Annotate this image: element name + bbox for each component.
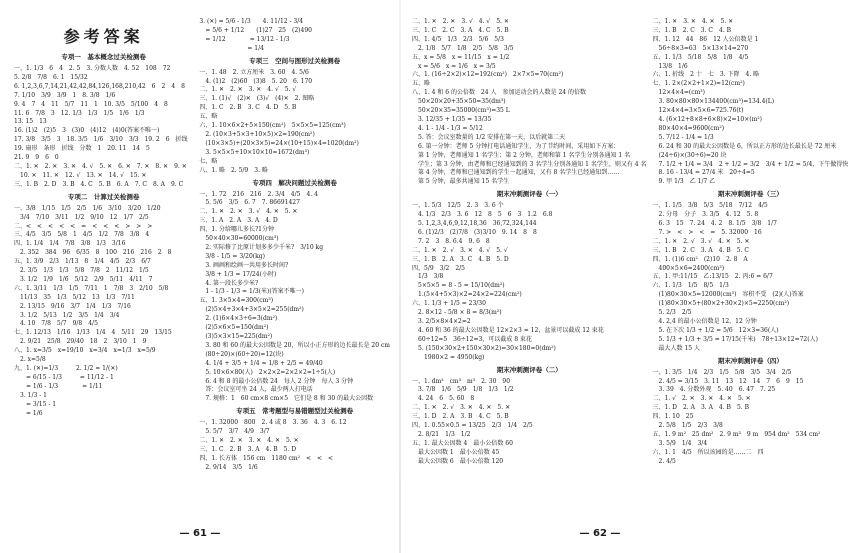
answer-line: 一、1. 48 2. 立方厘米 3. 60 4. 5/6 (199, 68, 309, 76)
answer-line: 六、1. 折线 2 十 七 3. 下降 4. 略 (652, 71, 760, 79)
answer-line: 2. 4/5 = 3/15 3. 11 13 12 14 7 6 9 15 (652, 377, 804, 385)
answer-line: 6. 1,2,3,6,7,14,21,42,42,84,126,168,210,42 6 2 4 8 (14, 82, 185, 90)
answer-line: 二、1. ✕ 2. √ 3. ✕ 4. √ 5. √ (412, 246, 508, 254)
answer-line: = 1/12 = 13/12 - 1/3 (199, 35, 290, 43)
answer-line: 5. (150×30×2+150×30×2)=30×180=0(dm²) (412, 344, 556, 352)
answer-line: 第 5 分钟，最多共通知 15 名学生 (412, 178, 510, 186)
answer-line: 二、1. ✕ 2. ✕ 3. √ 4. ✕ 5. ✕ (199, 208, 298, 216)
right-column-1 (412, 18, 647, 553)
answer-line: 2. 实际修了比原计划多多少千米? 3/10 kg (199, 243, 324, 251)
answer-line: 5. 2/3 2/5 (652, 309, 692, 317)
answer-line: 5. 2/8 7/8 6. 1 15/32 (14, 73, 88, 81)
answer-line: 2. 4/5 (652, 457, 676, 465)
answer-line: 五、1. 9 m² 25 dm² 2. 9 m³ 9 m 954 dm² 534 cm² (652, 430, 821, 438)
answer-line: 6. 3 15 7. 24 4. 2 8. 1/5 3/8 1/7 (652, 220, 777, 228)
answer-line: 二、1. ✕ 2. ✕ 3. ✕ 4. ✕ 5. ✕ (199, 437, 299, 445)
answer-line: 2. (10×3+5×3+10×5)×2=190(cm²) (199, 130, 315, 138)
answer-line: 四、1. 1/4 1/4 7/8 3/8 1/3 3/16 (14, 240, 126, 248)
answer-line: 3. 12/35 + 1/35 = 13/35 (412, 115, 492, 123)
answer-line: 最大公因数 6 最小公倍数 120 (412, 457, 504, 465)
answer-line: 1980×2 = 4950(kg) (412, 353, 485, 361)
answer-line: 一、1. 1/5 3/8 5/3 5/18 7/12 4/5 (652, 202, 768, 210)
answer-line: 6. 第一分钟：老师 5 分钟打电话通知学生，为了节约时间，采用如下方案： (412, 142, 620, 150)
answer-line: 一、3/8 1/15 1/5 2/5 1/6 3/10 3/20 1/20 (14, 204, 161, 212)
answer-line: 2. 8/21 1/3 1/2 (412, 430, 471, 438)
answer-line: 5. 1/3 + 1/3 + 3/5 = 17/15(千米) 78÷13×12=72(人) (652, 335, 818, 343)
answer-line: 二、1. ✕ 3. ✕ 4. ✕ 5. ✕ (652, 18, 734, 25)
answer-line: 六、1. 10×6×2+5×150(cm²) 5×5×5=125(cm³) (199, 122, 346, 130)
answer-line: 3. 80×80×80×134400(cm³)=134.4(L) (652, 98, 775, 106)
answer-line: 60÷12=5 36÷12=3，可以截成 8 束花 (412, 335, 532, 343)
answer-line: 最大人数 15 人 (652, 344, 700, 352)
answer-line: 3. 画画和绘画一共用多长时间? (199, 261, 289, 269)
answer-line: 3/8 + 1/3 = 17/24(小时) (199, 270, 277, 278)
answer-line: 三、1. A 2. A 3. A 4. D (199, 217, 278, 225)
answer-line: 3. 1/2 1/9 1/6 5/12 2/9 5/11 4/11 7 (14, 275, 153, 283)
answer-line: 八、1. 略 2. 5/9 3. 略 (199, 166, 268, 174)
answer-line: 三、1. C 2. C 3. A 4. C 5. B (412, 26, 509, 34)
answer-line: 11. 6 7/8 3 12. 1/3 1/3 1/5 1/6 1/3 (14, 109, 145, 117)
answer-line: 2. 分母 分子 3. 3/5 4. 12 5. 8 (652, 211, 759, 219)
answer-line: 二、1. ✕ 2. ✕ 3. √ 4. √ 5. ✕ (412, 18, 509, 25)
answer-line: = 6/15 - 1/3 = 11/12 - 1 (14, 373, 114, 381)
answer-line: = 1/6 (14, 409, 43, 417)
answer-line: 2. 13/15 9/16 3/7 1/4 1/3 7/16 (14, 302, 131, 310)
answer-line: 学生；第 3 分钟，由老师和已经通知到的 3 名学生分别各通知 1 名学生，则又有 4 名 (412, 160, 647, 168)
answer-line: 三、1. D 2. A 3. B 4. C 5. B (412, 413, 509, 421)
answer-line: 5. 7/12 - 1/4 = 1/3 (652, 133, 714, 141)
answer-line: 7. 规格：1 60 cm×8 cm×5 它们是 8 和 30 的最大公因数 (199, 395, 374, 403)
page-title: 参考答案 (63, 27, 144, 46)
answer-line: 答：会议室可坐 24 人，最少两人打电话 (199, 386, 313, 394)
answer-line: 一、1. 72 216 216 2. 3/4 4/5 4. 4 (199, 190, 318, 198)
answer-line: 3. 2/5×8×4×2=2 (412, 318, 471, 325)
answer-line: 四、1. C 2. B 3. C 4. D 5. B (199, 104, 297, 112)
answer-line: 13/8 1/6 (652, 62, 688, 70)
answer-line: 2. 352 384 96 6/35 8 100 216 216 2 8 (14, 249, 172, 257)
answer-line: 9. 甲 1/3 乙 1/7 乙 (652, 178, 716, 186)
answer-line: 4. 第一段长多少米? (199, 279, 259, 287)
answer-line: 五、1. 3×5×4=300(cm³) (199, 297, 274, 305)
answer-line: 4. 24 6 5. 60 8 (412, 395, 475, 403)
answer-line: = 3/15 - 1 (14, 400, 57, 408)
answer-line: 四、1. 0.55×0.5 = 13/25 2/3 1/4 2/5 (412, 422, 533, 430)
answer-line: 5. 在下次 1/3 + 1/2 = 5/6 12×3=36(人) (652, 326, 779, 334)
answer-line: 五、1. 1/3 5/18 5/8 1/8 4/5 (652, 53, 749, 61)
answer-line: 2. x=5/8 (14, 356, 46, 364)
left-column-2 (199, 18, 390, 553)
answer-line: 5. 10×6×80(人) 2×2×2=2×2×2=1÷5(人) (199, 368, 336, 376)
answer-line: 三、4/5 3/5 5/8 1 4/5 1/2 7/8 3/8 4 (14, 231, 150, 239)
answer-line: 最大公因数 1 最小公倍数 45 (412, 448, 500, 456)
answer-line: 80×40×4=9600(cm²) (652, 124, 725, 132)
answer-line: 五、1. 3/9 2/3 1/13 8 1/4 4/5 2/3 6/7 (14, 258, 151, 266)
answer-line: 二、1. ✕ 2. √ 3. ✕ 4. ✕ 5. ✕ (412, 404, 511, 412)
answer-line: 2. 1/8 5/7 1/8 2/5 5/8 3/5 (412, 44, 514, 52)
answer-line: 400×5×6=2400(cm³) (652, 264, 725, 272)
answer-line: 二、1. √ 2. ✕ 3. ✕ 4. ✕ 5. ✕ (652, 395, 751, 403)
left-page (0, 0, 400, 553)
answer-line: (24÷6)×(30÷6)=20 块 (652, 151, 727, 159)
answer-line: 七、1. 12/13 1/16 1/13 1/4 4 5/11 29 13/15 (14, 329, 172, 337)
answer-line: 2. 8×12 - 5/8 × 8 = 8/3(m²) (412, 309, 502, 317)
answer-line: 2. (1)6×4×3÷6=3(dm²) (199, 315, 278, 323)
answer-line: 19. 扇形 条形 折线 分数 1 20. 11 14 5 (14, 145, 150, 153)
answer-line: 二、1. ✕ 2. ✕ 3. ✕ 4. √ 5. ✕ 6. ✕ 7. ✕ 8. ✕ 9. ✕ (14, 162, 187, 170)
answer-line: = 1/4 (199, 44, 264, 52)
answer-line: 三、1. B 2. A 3. C 4. B 5. D (412, 255, 509, 263)
answer-line: 七、1. 2×(2×2+1×2)=12(cm²) (652, 80, 745, 88)
section-heading: 期末冲刺测评卷（二） (496, 365, 562, 374)
answer-line: 2. 3/5 1/3 1/3 5/8 7/8 2 11/12 1/5 (14, 267, 149, 275)
answer-line: 2. 9/21 25/8 29/40 18 2 3/10 1 9 (14, 338, 147, 346)
right-page (400, 0, 848, 553)
answer-line: 第 4 分钟，老师和已通知到的学生一起通知，又有 8 名学生已经通知到…… (412, 169, 620, 177)
answer-line: 四、1. 10 25 (652, 413, 694, 421)
answer-line: 五、略 (199, 113, 218, 121)
answer-line: 六、1. 3/11 1/3 1/5 7/11 1 7/8 3 2/10 5/8 (14, 284, 169, 292)
answer-line: 2. 9/14 3/5 1/6 (199, 463, 258, 471)
section-heading: 专项一 基本概念过关检测卷 (61, 53, 146, 61)
answer-line: (3)5×3×15=225(dm²) (199, 333, 273, 340)
answer-line: 3. 5/9 1/4 3/4 (652, 439, 708, 447)
answer-line: 3. 1/2 5/13 1/2 3/5 1/4 3/4 (14, 311, 120, 319)
answer-line: 3/4 7/10 3/11 1/2 9/10 12 1/7 2/5 (14, 213, 149, 221)
answer-line: 四、1. 4/5 1/3 2/3 5/6 5/3 (412, 35, 504, 43)
answer-line: 九、1. (✕)=1/3 2. 1/2 = 1/(✕) (14, 365, 118, 372)
left-column-1 (14, 18, 193, 553)
answer-line: 56÷8×3=63 5×13×14=270 (652, 44, 749, 52)
answer-line: 一、1. 3/5 1/4 2/3 1/5 5/8 3/5 3/4 2/5 (652, 368, 792, 376)
answer-line: 6. 24 和 30 的最大公因数是 6，所以正方形的边长最长是 72 厘米 (652, 142, 837, 150)
answer-line: 五、1. 甲:11/15 乙:13/15 2. 丙:6 = 6/7 (652, 273, 773, 281)
answer-line: 一、1. 5/3 12/5 2. 3 3. 6 个 (412, 202, 504, 210)
answer-line: 6. 4 和 8 的最小公倍数 24 每人 2 分钟 每人 3 分钟 (199, 377, 354, 385)
answer-line: 4. 1 - 1/4 - 1/3 = 5/12 (412, 124, 483, 132)
answer-line: 50×20×35=35000(cm³)=35 L (412, 107, 510, 115)
answer-line: 3/8 - 1/5 = 3/20(kg) (199, 252, 265, 260)
page-number-right: — 62 — (579, 528, 621, 539)
answer-line: 4. (6×12+8×8+6×8)×2=10×(m²) (652, 115, 763, 123)
answer-line: 3. 7/8 1/6 5/9 1/8 1/3 1/2 (412, 386, 514, 394)
section-heading: 期末冲刺测评卷（一） (496, 190, 562, 199)
answer-line: = 5/6 + 1/12 (1)27 25 (2)490 (199, 26, 312, 34)
answer-line: 5. 1,2,3,4,6,9,12,18,36 36,72,324,144 (412, 220, 537, 228)
answer-line: 三、1. B 2. C 3. A 4. B 5. C (652, 246, 750, 254)
answer-line: (1)80×30×5=12000(cm³) 容积不受 (2)(人)答案 (652, 291, 804, 299)
answer-line: 一、1. dm³ cm³ m³ 2. 30 90 (412, 377, 511, 385)
answer-line: 4. (1)2 (2)60 (3)8 5. 20 6. 170 (199, 77, 313, 85)
section-heading: 专项四 解决问题过关检测卷 (252, 178, 337, 187)
answer-line: (10×3×5)+(20×3×5)=24×(10+15)×4=1020(dm²) (199, 139, 359, 147)
answer-line: (2)5×4+3×4+3×5×2=255(dm²) (199, 306, 304, 314)
answer-line: 7. 1/10 3/9 3/9 1 8. 3/8 1/6 (14, 91, 116, 99)
answer-line: 四、1. 12 44 86 12 人公倍数是 1 (652, 35, 759, 43)
answer-line: 1.(5×4+5×3)×2=24×2=224(cm²) (412, 291, 522, 299)
answer-line: 四、1. (1)6 cm² (2)10 2. 8 A (652, 255, 748, 263)
answer-line: 50×20×20+35×50=35(dm³) (412, 98, 506, 106)
answer-line: 三、1. (1)√ (2)✕ (3)√ (4)✕ 2. 图略 (199, 95, 315, 103)
answer-line: 二、< < < < < = < < < > > > (14, 222, 153, 230)
answer-line: 9. 4 7 4 11 5/7 11 1 10. 3/5 5/100 4 8 (14, 100, 168, 108)
answer-line: 二、1. ✕ 2. √ 3. √ 4. ✕ 5. ✕ (652, 237, 750, 245)
answer-line: 八、1. 4 和 6 的公倍数 24 人 参加运动会的人数是 24 的倍数 (412, 89, 586, 97)
answer-line: = 1/6 - 1/3 = 1/11 (14, 382, 103, 390)
answer-line: 5. 5/6 3/5 6. 7 7. 86691427 (199, 199, 300, 207)
answer-line: 三、1. B 2. C 3. C 4. B (652, 26, 732, 34)
answer-line: x = 5/6 x = 1/6 x = 3/5 (412, 62, 496, 70)
answer-line: 六、1. 1 4/5 所以该园的是……二 四 (652, 448, 764, 456)
answer-line: 一、1. 32000 800 2. 4 或 8 3. 36 4. 3 6. 12 (199, 419, 347, 427)
section-heading: 专项二 计算过关检测卷 (67, 192, 140, 201)
answer-line: 三、1. C 2. B 3. A 4. B 5. D (199, 445, 297, 453)
answer-line: 10. ✕ 11. ✕ 12. √ 13. ✕ 14. √ 15. ✕ (14, 171, 147, 179)
answer-line: 4. 10 7/8 5/7 9/8 4/5 (14, 320, 98, 328)
answer-line: 12×4×4=3×5×6=725.76(t) (652, 107, 744, 115)
answer-line: 7. 1/2 + 1/4 = 3/4 2 + 1/2 = 3/2 3/4 + 1/2 = 5/4，下午做得快 (652, 160, 848, 168)
answer-line: 17. 3/8 3/5 3 18. 3/5 1/6 3/10 3/3 19. 2 6 折线 (14, 136, 188, 144)
section-heading: 专项五 常考题型与易错题型过关检测卷 (236, 407, 354, 416)
answer-line: 5×5×5 = 8 - 5 = 15/10(dm²) (412, 282, 505, 290)
answer-line: 六、1. 1/3 + 1/5 = 23/30 (412, 300, 486, 308)
answer-line: 5. 答：会议室数量的 1/2 安排在第一天，以后就第二天 (412, 133, 566, 141)
answer-line: 1 - 1/3 - 1/3 = 1/3(米)(答案不唯一) (199, 288, 305, 296)
answer-line: (80÷20)×(60÷20)=12(块) (199, 350, 284, 358)
answer-line: 三、1. B 2. D 3. B 4. C 5. B 6. A 7. C 8. A 9. C (14, 180, 184, 188)
answer-line: 6. (1)2/3 (2)7/8 (3)3/10 9. 14 8 8 (412, 228, 537, 236)
answer-line: 五、略 (412, 80, 431, 88)
answer-line: 4. 2,4 的最小公倍数是 12，12 分钟 (652, 318, 757, 325)
answer-line: (2)5×6×5=150(dm²) (199, 324, 269, 332)
answer-line: 4. 60 和 36 的最大公因数是 12×2×3 = 12，盆景可以截成 12 束花 (412, 326, 604, 334)
answer-line: 50×40×30=60000(cm³) (199, 235, 279, 243)
answer-line: 13. 15 13 (14, 118, 47, 126)
answer-line: 六、1. 1/3 1/5 8/5 1/3 (652, 282, 729, 290)
answer-line: 3. (✕) = 5/6 - 1/3 4. 11/12 - 3/4 (199, 18, 304, 25)
answer-line: 1/3 3/8 (412, 273, 444, 281)
answer-line: 五、1. 最大公因数 4 最小公倍数 60 (412, 439, 513, 447)
answer-line: 12×4×4=(cm³) (652, 89, 706, 97)
answer-line: 8. 16 - 13/4 = 27/4 米 20÷4=5 (652, 169, 755, 177)
answer-line: 四、1. 分给哪儿多长?1分钟 (199, 226, 274, 234)
answer-line: 16. (1)2 (2)5 3 (3)0 (4)12 (4)0(答案不唯一) (14, 127, 160, 135)
answer-line: 3. 80 和 60 的最大公因数是 20，所以小正方形的边长最长是 20 cm (199, 341, 390, 349)
right-column-2 (653, 18, 848, 553)
answer-line: 四、1. 长方体 156 cm 1180 cm² < < < (199, 454, 334, 462)
answer-line: 11/13 35 1/3 5/12 13 1/3 7/11 (14, 293, 135, 301)
answer-line: 4. 1/4 + 3/5 + 1/4 = 1/8 + 2/5 = 49/40 (199, 359, 323, 367)
answer-line: 八、1. x=3/5 x=19/10 x=3/4 x=1/3 x=5/9 (14, 347, 156, 355)
section-heading: 期末冲刺测评卷（三） (717, 190, 783, 199)
answer-line: 六、1. (16÷2×2)×12=192(cm²) 2×7×5=70(cm²) (412, 71, 564, 79)
answer-line: 7. 2 3 8. 6.4 9. 6 8 (412, 237, 490, 245)
answer-line: 2. 5/8 1/5 2/3 3/8 (652, 422, 723, 430)
answer-line: (1)80×30×5+(80×2+30×2)×5=2250(cm²) (652, 300, 790, 308)
answer-line: 二、1. ✕ 2. ✕ 3. ✕ 4. √ 5. √ (199, 86, 297, 94)
answer-line: 七、略 (199, 157, 218, 165)
answer-line: 三、1. D 2. A 3. A 4. B 5. B (652, 404, 749, 412)
answer-line: 第 1 分钟，老师通知 1 名学生；第 2 分钟，老师和第 1 名学生分别各通知 1 名 (412, 151, 631, 159)
answer-line: 3. 39 4. 分数外观 5. 40 6. 47 7. 25 (652, 386, 776, 394)
answer-line: 7. > < > < = 5. 32000 16 (652, 228, 762, 236)
answer-line: 四、5/9 3/2 2/5 (412, 264, 465, 272)
answer-line: 一、1. 1/3 6 4 2. 5 3. 分数人数 4. 52 108 72 (14, 65, 171, 72)
answer-line: 4. 1/3 2/3 3. 6 12 8 5 6 3 1.2 6.8 (412, 211, 553, 219)
answer-line: 五、x = 5/8 x = 11/15 x = 1/2 (412, 53, 510, 61)
answer-line: 3. 5×5×5+10×10×10=1672(dm³) (199, 148, 310, 156)
answer-line: 21. 9 9 6 0 (14, 154, 59, 162)
answer-line: 5. 5/7 3/7 4/9 3/7 (199, 428, 270, 436)
section-heading: 专项三 空间与图形过关检测卷 (249, 56, 341, 65)
section-heading: 期末冲刺测评卷（四） (717, 356, 783, 365)
answer-line: 3. 1/3 - 1 (14, 391, 47, 399)
page-number-left: — 61 — (179, 528, 221, 539)
